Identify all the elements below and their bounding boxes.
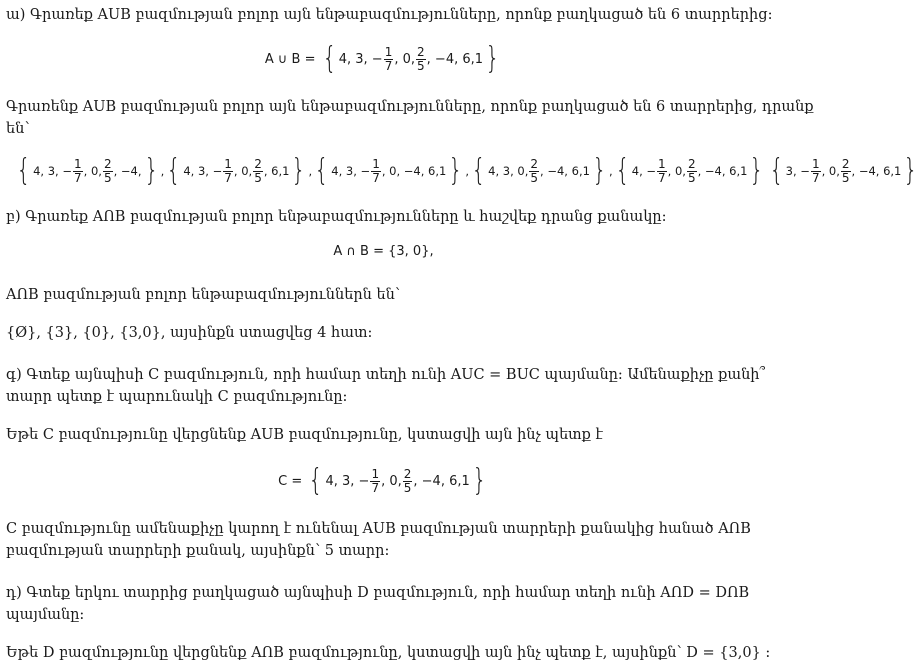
part-b-question: բ) Գրառեք AՈB բազմության բոլոր ենթաբազմությունները և հաշվեք դրանց քանակը:: [6, 209, 667, 225]
part-a-question: ա) Գրառեք AUB բազմության բոլոր այն ենթաբազմությունները, որոնք բաղկացած են 6 տարրերից:: [6, 7, 773, 23]
part-d-question-line1: դ) Գտեք երկու տարրից բաղկացած այնպիսի D բազմություն, որի համար տեղի ունի AՈD = DՈB: [6, 585, 750, 601]
part-b-answer-line1: AՈB բազմության բոլոր ենթաբազմություններն են՝: [6, 287, 401, 303]
part-d-answer: Եթե D բազմությունը վերցնենք AՈB բազմությունը, կստացվի այն ինչ պետք է, այսինքն՝ D = {3,0} :: [6, 645, 771, 661]
subsets-list: { 4, 3, − $\frac{1}{7}$ , 0, $\frac{2}{5}$ , −4, } , { 4, 3, − $\frac{1}{7}$ , 0, $\frac{2}{5}$ , 6,1 } , { 4, 3, − $\frac{1}{7}$ , 0, −4, 6,1 } , { 4, 3, 0, $\frac{2}{5}$ , −4, 6,1 } , { 4, − $\frac{1}{7}$ , 0, $\frac{2}{5}$ , −4, 6,1 } { 3, − $\frac{1}{7}$ , 0, $\frac{2}{5}$ , −4, 6,1 }: [16, 153, 919, 188]
part-c-answer-line1: Եթե C բազմությունը վերցնենք AUB բազմությունը, կստացվի այն ինչ պետք է: [6, 427, 603, 443]
right-brace: }: [485, 41, 500, 76]
formula-c: C = { 4, 3, − $\frac{1}{7}$ , 0, $\frac{2}{5}$ , −4, 6,1 }: [278, 463, 487, 498]
left-brace: {: [322, 41, 337, 76]
part-c-question-line1: գ) Գտեք այնպիսի C բազմություն, որի համար տեղի ունի AUC = BUC պայմանը: Ամենաքիչը քանի՞: [6, 367, 766, 383]
formula-lhs: A ∪ B =: [264, 51, 316, 67]
part-c-answer-line2: C բազմությունը ամենաքիչը կարող է ունենալ AUB բազմության տարրերի քանակից հանած AՈB: [6, 521, 751, 537]
part-c-answer-line3: բազմության տարրերի քանակ, այսինքն՝ 5 տարր:: [6, 543, 390, 559]
formula-intersection: A ∩ B = {3, 0},: [333, 244, 434, 259]
part-a-answer-line1: Գրառենք AUB բազմության բոլոր այն ենթաբազմությունները, որոնք բաղկացած են 6 տարրերից, դրանք: [6, 99, 814, 115]
part-d-question-line2: պայմանը:: [6, 607, 85, 623]
part-b-answer-line2: {Ø}, {3}, {0}, {3,0}, այսինքն ստացվեց 4 հատ:: [6, 325, 373, 341]
formula-union: A ∪ B = { 4, 3, − $\frac{1}{7}$ , 0, $\frac{2}{5}$ , −4, 6,1 }: [264, 41, 500, 76]
part-c-question-line2: տարր պետք է պարունակի C բազմությունը:: [6, 389, 348, 405]
part-a-answer-line2: են՝: [6, 121, 30, 137]
